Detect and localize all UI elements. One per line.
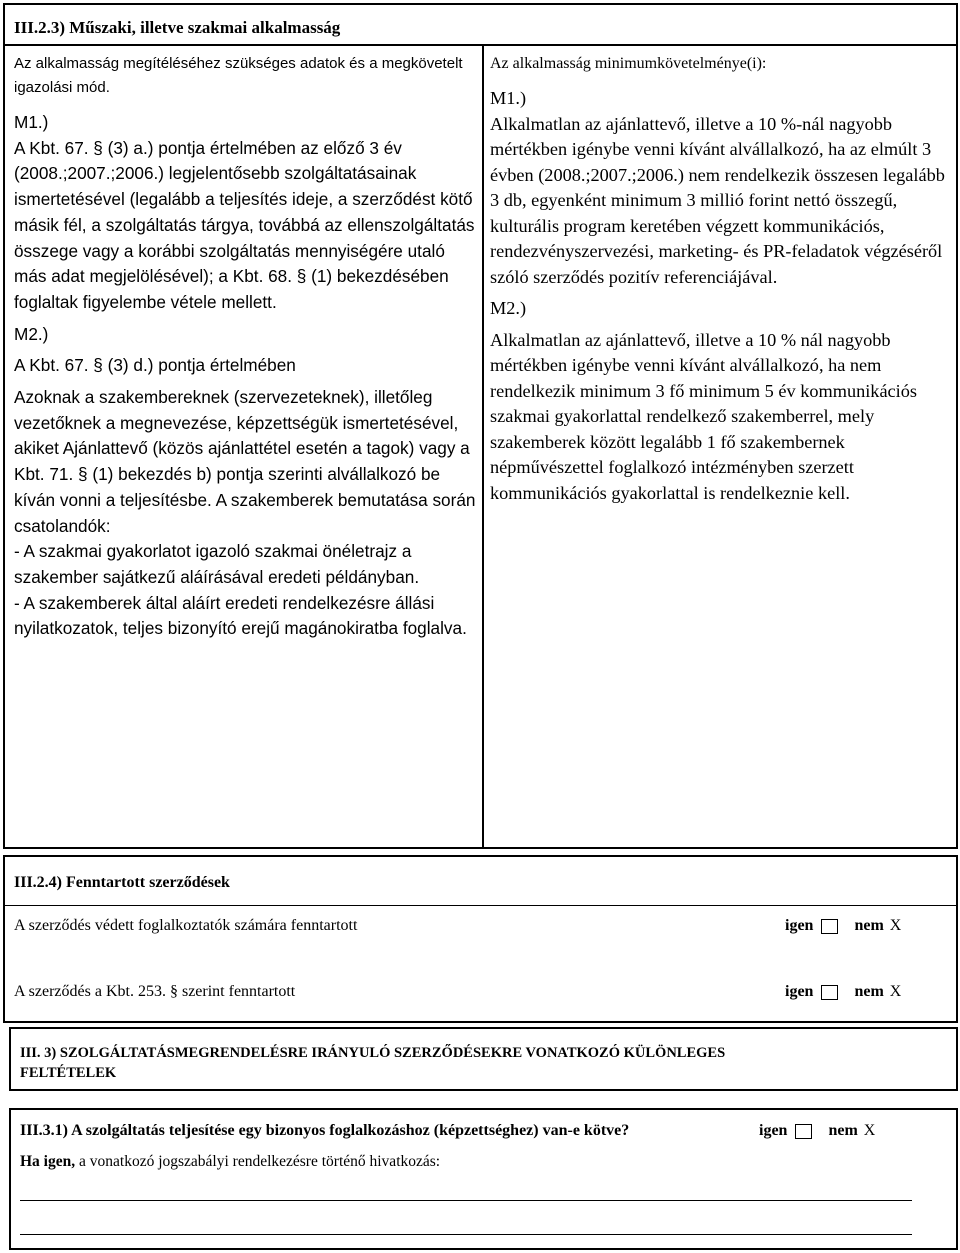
profession-followup: [20, 1153, 440, 1171]
no-label: nem: [828, 1122, 858, 1139]
right-column: [490, 46, 950, 506]
answer-line-1[interactable]: [20, 1200, 912, 1201]
right-m1-text: Alkalmatlan az ajánlattevő, illetve a 10 %-nál nagyobb mértékben igénybe venni kívánt alvállalkozó, ha az elmúlt 3 évben (2008.;2007.;2006.) nem rendelkezik összesen legalább 3 db, egyenként minimum 3 millió forint nettó összegű, kulturális program keretében végzett kommunikációs, rendezvényszervezési, marketing- és PR-feladatok végzéséről szóló szerződés pozitív referenciájával.: [490, 113, 945, 287]
yes-checkbox[interactable]: [795, 1124, 812, 1139]
reserved-protected-yes-no: [785, 917, 901, 935]
left-m2-text: Azoknak a szakembereknek (szervezeteknek), illetőleg vezetőknek a megnevezése, képzettségük ismertetésével, akiket Ajánlattevő (közös ajánlattétel esetén a tagok) vagy a Kbt. 71. § (1) bekezdés b) pontja szerinti alvállalkozó be kíván vonni a teljesítésbe. A szakemberek bemutatása során csatolandók:: [14, 387, 476, 536]
left-m2-label: M2.): [14, 323, 49, 344]
left-m2-item-1: - A szakmai gyakorlatot igazoló szakmai önéletrajz a szakember sajátkezű aláírásával eredeti példányban.: [14, 541, 420, 587]
section-reserved-contracts-box: [3, 855, 958, 1023]
section-service-conditions-box: [9, 1027, 958, 1091]
section-title: III.2.4) Fenntartott szerződések: [14, 874, 230, 891]
no-mark[interactable]: X: [889, 917, 902, 934]
column-divider: [482, 46, 484, 847]
no-mark[interactable]: X: [889, 983, 902, 1000]
right-m2-text: Alkalmatlan az ajánlattevő, illetve a 10 % nál nagyobb mértékben igénybe venni kívánt alvállalkozó, ha nem rendelkezik minimum 3 fő minimum 5 év kommunikációs szakmai gyakorlattal rendelkező szakemberrel, mely szakemberek között legalább 1 fő szakembernek népművészettel foglalkozó intézményben szerzett kommunikációs gyakorlattal is rendelkeznie kell.: [490, 329, 918, 503]
section-title: III.2.3) Műszaki, illetve szakmai alkalmasság: [14, 18, 341, 37]
divider: [5, 905, 956, 906]
right-m1-label: M1.): [490, 88, 527, 108]
left-m1-label: M1.): [14, 112, 49, 132]
reserved-kbt-row-text: A szerződés a Kbt. 253. § szerint fenntartott: [14, 983, 296, 1000]
yes-label: igen: [785, 983, 814, 1000]
left-column: [14, 46, 476, 642]
section-title: III. 3) SZOLGÁLTATÁSMEGRENDELÉSRE IRÁNYULÓ SZERZŐDÉSEKRE VONATKOZÓ KÜLÖNLEGES FELTÉTELEK: [20, 1045, 726, 1081]
followup-bold: Ha igen,: [20, 1153, 76, 1170]
section-header: [5, 5, 956, 46]
profession-question: III.3.1) A szolgáltatás teljesítése egy bizonyos foglalkozáshoz (képzettséghez) van-e kötve?: [20, 1122, 630, 1139]
no-label: nem: [854, 917, 884, 934]
yes-checkbox[interactable]: [821, 985, 838, 1000]
section-suitability-box: [3, 3, 958, 849]
left-column-label: Az alkalmasság megítéléséhez szükséges adatok és a megkövetelt igazolási mód.: [14, 55, 463, 96]
no-label: nem: [854, 983, 884, 1000]
right-column-label: Az alkalmasság minimumkövetelménye(i):: [490, 55, 767, 72]
right-m2-label: M2.): [490, 298, 527, 318]
yes-label: igen: [759, 1122, 788, 1139]
left-m1-text: A Kbt. 67. § (3) a.) pontja értelmében az előző 3 év (2008.;2007.;2006.) legjelentősebb szolgáltatásainak ismertetésével (legalább a teljesítés ideje, a szerződést kötő másik fél, a szolgáltatás tárgya, továbbá az ellenszolgáltatás összege vagy a korábbi szolgáltatás mennyiségére utaló más adat megjelölésével); a Kbt. 68. § (1) bekezdésében foglaltak figyelembe vétele mellett.: [14, 137, 475, 312]
yes-checkbox[interactable]: [821, 919, 838, 934]
reserved-protected-row-text: A szerződés védett foglalkoztatók számára fenntartott: [14, 917, 358, 934]
yes-label: igen: [785, 917, 814, 934]
no-mark[interactable]: X: [863, 1122, 876, 1139]
answer-line-2[interactable]: [20, 1234, 912, 1235]
section-profession-box: [9, 1108, 958, 1250]
profession-yes-no: [759, 1122, 875, 1140]
left-m2-item-2: - A szakemberek által aláírt eredeti rendelkezésre állási nyilatkozatok, teljes bizonyító erejű magánokiratba foglalva.: [14, 592, 467, 639]
reserved-kbt-yes-no: [785, 983, 901, 1001]
left-m2-ref: A Kbt. 67. § (3) d.) pontja értelmében: [14, 355, 296, 376]
followup-text: a vonatkozó jogszabályi rendelkezésre történő hivatkozás:: [75, 1153, 441, 1170]
